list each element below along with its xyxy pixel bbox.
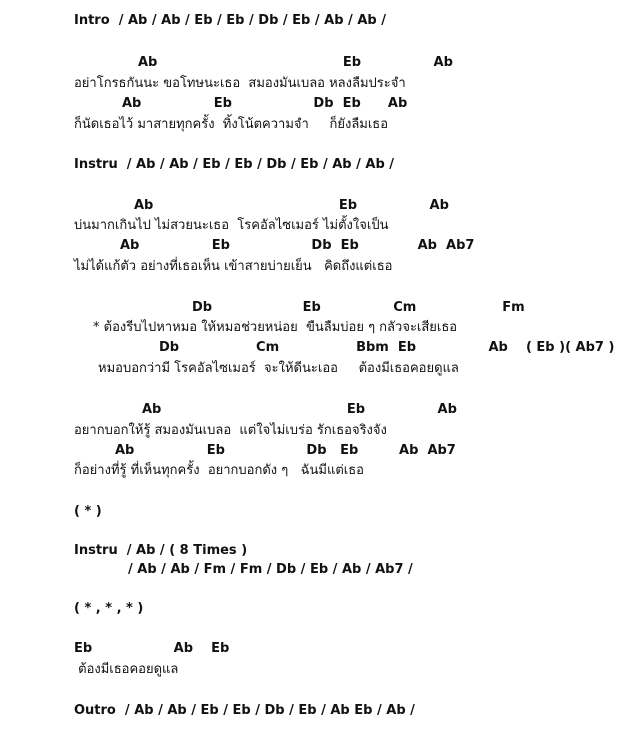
- verse1-chord-line-2: Ab Eb Db Eb Ab: [122, 96, 408, 111]
- intro-line: Intro / Ab / Ab / Eb / Eb / Db / Eb / Ab / Ab /: [74, 13, 386, 28]
- chorus-chord-line-2: Db Cm Bbm Eb Ab ( Eb )( Ab7 ): [159, 340, 615, 355]
- verse1-lyric-line-2: ก็นัดเธอไว้ มาสายทุกครั้ง ทิ้งโน้ตความจำ ก็ยังลืมเธอ: [74, 117, 389, 132]
- verse2-chord-line-1: Ab Eb Ab: [134, 198, 449, 213]
- verse2-lyric-line-1: บ่นมากเกินไป ไม่สวยนะเธอ โรคอัลไซเมอร์ ไม่ตั้งใจเป็น: [74, 218, 389, 233]
- chorus-lyric-line-1: * ต้องรีบไปหาหมอ ให้หมอช่วยหน่อย ขืนลืมบ่อย ๆ กลัวจะเสียเธอ: [93, 320, 458, 335]
- instru-line-2-progression: / Ab / Ab / Fm / Fm / Db / Eb / Ab / Ab7 /: [128, 562, 413, 577]
- outro-line: Outro / Ab / Ab / Eb / Eb / Db / Eb / Ab Eb / Ab /: [74, 703, 415, 718]
- verse3-chord-line-2: Ab Eb Db Eb Ab Ab7: [115, 443, 456, 458]
- repeat-three-marker: ( * , * , * ): [74, 601, 144, 616]
- verse1-lyric-line-1: อย่าโกรธกันนะ ขอโทษนะเธอ สมองมันเบลอ หลงลืมประจำ: [74, 76, 406, 91]
- verse3-chord-line-1: Ab Eb Ab: [142, 402, 457, 417]
- verse3-lyric-line-2: ก็อย่างที่รู้ ที่เห็นทุกครั้ง อยากบอกดัง ๆ ฉันมีแต่เธอ: [74, 463, 364, 478]
- ending-lyric-line: ต้องมีเธอคอยดูแล: [74, 662, 179, 677]
- chorus-chord-line-1: Db Eb Cm Fm: [192, 300, 525, 315]
- verse3-lyric-line-1: อยากบอกให้รู้ สมองมันเบลอ แต่ใจไม่เบร่อ รักเธอจริงจัง: [74, 423, 387, 438]
- verse2-lyric-line-2: ไม่ได้แก้ตัว อย่างที่เธอเห็น เข้าสายบ่ายเย็น คิดถึงแต่เธอ: [74, 259, 393, 274]
- verse1-chord-line-1: Ab Eb Ab: [138, 55, 453, 70]
- verse2-chord-line-2: Ab Eb Db Eb Ab Ab7: [120, 238, 475, 253]
- ending-chord-line: Eb Ab Eb: [74, 641, 230, 656]
- repeat-chorus-marker: ( * ): [74, 504, 102, 519]
- instru-line-2: Instru / Ab / ( 8 Times ): [74, 543, 248, 558]
- instru-line-1: Instru / Ab / Ab / Eb / Eb / Db / Eb / Ab / Ab /: [74, 157, 395, 172]
- chorus-lyric-line-2: หมอบอกว่ามี โรคอัลไซเมอร์ จะให้ดีนะเออ ต้องมีเธอคอยดูแล: [98, 361, 459, 376]
